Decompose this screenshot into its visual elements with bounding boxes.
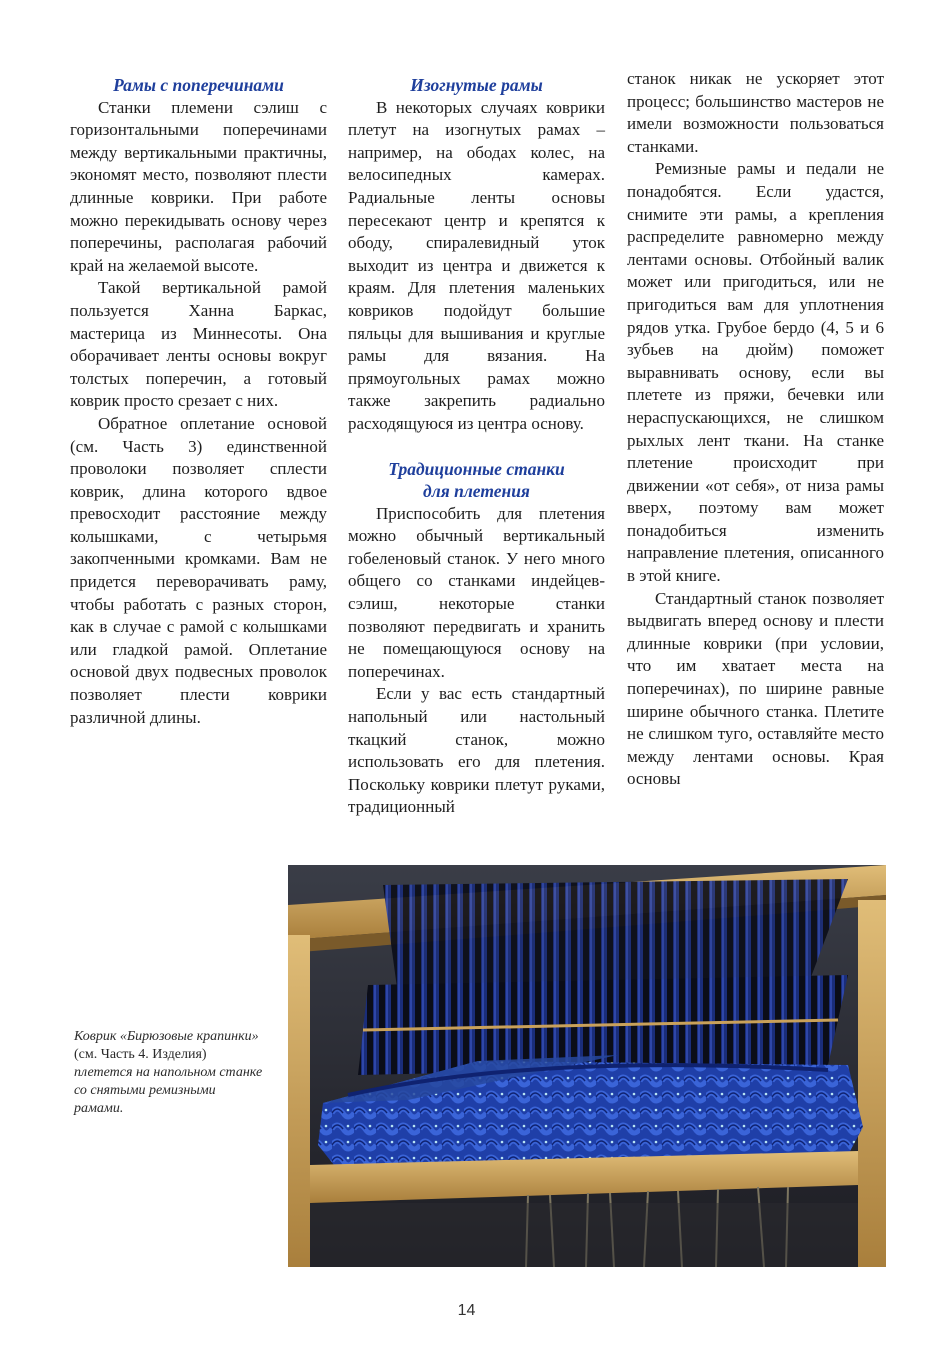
section-heading-traditional-looms [348,458,605,503]
figure-caption [74,1028,264,1118]
paragraph: Ремизные рамы и педали не понадобятся. Если удастся, снимите эти рамы, а крепления распределите равномерно между лентами основы. Отбойный валик может или пригодиться, или не пригодиться вам для уплотнения рядов утка. Грубое бердо (4, 5 и 6 зубьев на дюйм) поможет выравнивать основу, если вы плетете из пряжи, бечевки или нераспускающихся, не слишком рыхлых лент ткани. На станке плетение происходит при движении «от себя», от низа рамы вверх, поэтому вам может понадобиться изменить направление плетения, описанного в этой книге. [627,159,884,586]
text-column-right [627,68,884,791]
page-number: 14 [457,1302,476,1319]
heading-line: для плетения [423,481,530,502]
paragraph: В некоторых случаях коврики плетут на изогнутых рамах – например, на ободах колес, на велосипедных камерах. Радиальные ленты основы пересекают центр и крепятся к ободу, спиралевидный уток выходит из центра и движется к краям. Для плетения маленьких ковриков подойдут большие пяльцы для вышивания и круглые рамы для вязания. На прямоугольных рамах можно также закрепить радиально расходящуюся из центра основу. [348,97,605,433]
section-heading-frames-with-crossbars: Рамы с поперечинами [113,75,284,95]
text-column-left [70,68,327,729]
caption-reference: (см. Часть 4. Изделия) [74,1047,207,1062]
paragraph: Обратное оплетание основой (см. Часть 3) единственной проволоки позволяет сплести коврик, длина которого вдвое превосходит расстояние между колышками, с четырьмя закопченными кромками. Вам не придется переворачивать раму, чтобы работать с разных сторон, как в случае с рамой с колышками или гладкой рамой. Оплетание основой двух подвесных проволок позволяет плести коврики различной длины. [70,413,327,727]
paragraph: Если у вас есть стандартный напольный или настольный ткацкий станок, можно использовать его для плетения. Поскольку коврики плетут руками, традиционный [348,684,605,817]
caption-text: Коврик «Бирюзовые крапинки» [74,1029,259,1044]
loom-illustration [288,865,886,1267]
text-column-middle [348,68,605,819]
section-heading-curved-frames: Изогнутые рамы [410,75,543,95]
loom-left-post [288,935,310,1267]
caption-text: плетется на напольном станке со снятыми ремизными рамами. [74,1065,263,1116]
paragraph: Приспособить для плетения можно обычный вертикальный гобеленовый станок. У него много общего со станками индейцев-сэлиш, некоторые станки позволяют передвигать и хранить не помещающуюся основу на поперечинах. [348,503,605,681]
heading-line: Традиционные станки [388,458,565,479]
loom-right-post [858,900,886,1267]
paragraph: Такой вертикальной рамой пользуется Ханна Баркас, мастерица из Миннесоты. Она оборачивает ленты основы вокруг толстых поперечин, а готовый коврик просто срезает с них. [70,278,327,411]
paragraph: Стандартный станок позволяет выдвигать вперед основу и плести длинные коврики (при условии, что им хватает места на поперечинах), по ширине равные ширине обычного станка. Плетите не слишком туго, оставляйте место между лентами основы. Края основы [627,588,884,789]
paragraph-continued: станок никак не ускоряет этот процесс; большинство мастеров не имели возможности пользоваться станками. [627,69,884,156]
paragraph: Станки племени сэлиш с горизонтальными поперечинами между вертикальными практичны, экономят место, позволяют плести длинные коврики. При работе можно перекидывать основу через поперечины, располагая рабочий край на желаемой высоте. [70,97,327,275]
loom-photo [288,865,886,1267]
